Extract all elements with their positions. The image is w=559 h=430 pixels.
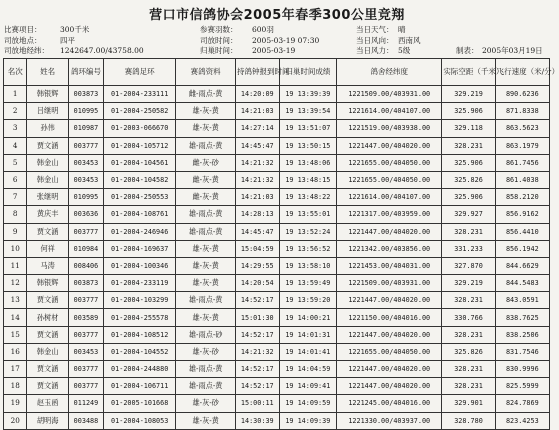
cell-return-time: 19 13:48:06 (279, 154, 336, 171)
cell-return-time: 19 13:39:54 (279, 103, 336, 120)
cell-bird-info: 雌-灰-黄 (176, 171, 236, 188)
cell-distance: 328.780 (442, 412, 495, 429)
cell-rank: 4 (4, 137, 27, 154)
table-row (4, 189, 550, 206)
cell-ring-no: 003636 (68, 206, 103, 223)
cell-return-time: 19 14:00:21 (279, 309, 336, 326)
cell-distance: 325.906 (442, 189, 495, 206)
cell-speed: 843.0591 (495, 292, 549, 309)
header-name: 姓名 (27, 59, 69, 86)
entries-label: 参赛羽数： (200, 25, 238, 34)
cell-ring-no: 003777 (68, 137, 103, 154)
cell-clock-time: 14:28:13 (235, 206, 279, 223)
cell-ring-no: 003777 (68, 292, 103, 309)
cell-distance: 329.901 (442, 395, 495, 412)
cell-distance: 328.231 (442, 361, 495, 378)
cell-foot-ring: 01-2004-108053 (104, 412, 176, 429)
table-row (4, 103, 550, 120)
cell-rank: 10 (4, 240, 27, 257)
cell-clock-time: 15:04:59 (235, 240, 279, 257)
project-value: 300千米 (60, 25, 90, 34)
cell-foot-ring: 01-2004-169637 (104, 240, 176, 257)
cell-clock-time: 14:27:14 (235, 120, 279, 137)
cell-bird-info: 雄-灰-黄 (176, 120, 236, 137)
cell-loft-coord: 1221342.00/403856.00 (337, 240, 442, 257)
header-rank: 名次 (4, 59, 27, 86)
cell-loft-coord: 1221317.00/403959.00 (337, 206, 442, 223)
table-row (4, 120, 550, 137)
cell-speed: 856.9162 (495, 206, 549, 223)
cell-rank: 6 (4, 171, 27, 188)
cell-foot-ring: 01-2004-106711 (104, 378, 176, 395)
cell-name: 贾文涵 (27, 326, 69, 343)
cell-distance: 325.906 (442, 103, 495, 120)
cell-foot-ring: 01-2004-108512 (104, 326, 176, 343)
cell-foot-ring: 01-2004-105712 (104, 137, 176, 154)
cell-clock-time: 15:00:11 (235, 395, 279, 412)
cell-return-time: 19 13:58:10 (279, 257, 336, 274)
cell-name: 贾文涵 (27, 223, 69, 240)
results-table (3, 58, 559, 430)
cell-clock-time: 14:45:47 (235, 223, 279, 240)
cell-loft-coord: 1221447.00/404020.00 (337, 378, 442, 395)
cell-rank: 16 (4, 343, 27, 360)
cell-speed: 844.5483 (495, 275, 549, 292)
cell-return-time: 19 13:51:07 (279, 120, 336, 137)
cell-clock-time: 14:30:39 (235, 412, 279, 429)
weather-value: 晴 (398, 25, 406, 34)
cell-clock-time: 14:21:32 (235, 343, 279, 360)
cell-distance: 325.906 (442, 154, 495, 171)
table-row (4, 326, 550, 343)
cell-rank: 7 (4, 189, 27, 206)
cell-name: 韩金山 (27, 154, 69, 171)
cell-return-time: 19 13:39:39 (279, 86, 336, 103)
cell-bird-info: 雄-灰-黄 (176, 240, 236, 257)
cell-speed: 838.7625 (495, 309, 549, 326)
cell-loft-coord: 1221447.00/404020.00 (337, 223, 442, 240)
cell-rank: 1 (4, 86, 27, 103)
cell-return-time: 19 14:01:41 (279, 343, 336, 360)
cell-loft-coord: 1221655.00/404050.00 (337, 343, 442, 360)
header-foot-ring: 赛鸽足环 (104, 59, 176, 86)
header-speed: 飞行速度（米/分） (495, 59, 549, 86)
cell-distance: 328.231 (442, 137, 495, 154)
cell-ring-no: 010995 (68, 103, 103, 120)
release-time-label: 司放时间： (200, 35, 238, 45)
table-row (4, 292, 550, 309)
cell-clock-time: 14:52:17 (235, 292, 279, 309)
cell-speed: 838.2506 (495, 326, 549, 343)
cell-name: 孙树材 (27, 309, 69, 326)
cell-name: 胡明海 (27, 412, 69, 429)
cell-clock-time: 14:52:17 (235, 378, 279, 395)
cell-ring-no: 003488 (68, 412, 103, 429)
cell-loft-coord: 1221614.00/404107.00 (337, 103, 442, 120)
cell-return-time: 19 14:09:59 (279, 395, 336, 412)
cell-return-time: 19 14:01:31 (279, 326, 336, 343)
cell-speed: 871.8338 (495, 103, 549, 120)
cell-loft-coord: 1221509.00/403931.00 (337, 86, 442, 103)
cell-foot-ring: 01-2004-233111 (104, 86, 176, 103)
cell-name: 韩银辉 (27, 275, 69, 292)
cell-speed: 830.9996 (495, 361, 549, 378)
cell-bird-info: 雄-雨点-黄 (176, 292, 236, 309)
cell-name: 贾文涵 (27, 137, 69, 154)
cell-speed: 858.2120 (495, 189, 549, 206)
cell-ring-no: 003453 (68, 171, 103, 188)
cell-speed: 824.7869 (495, 395, 549, 412)
cell-clock-time: 14:45:47 (235, 137, 279, 154)
cell-distance: 328.231 (442, 292, 495, 309)
cell-rank: 12 (4, 275, 27, 292)
cell-name: 韩金山 (27, 343, 69, 360)
release-place-label: 司放地点： (4, 35, 42, 45)
cell-name: 韩银辉 (27, 86, 69, 103)
cell-speed: 844.6629 (495, 257, 549, 274)
cell-return-time: 19 13:55:01 (279, 206, 336, 223)
table-row (4, 378, 550, 395)
header-row (4, 59, 550, 86)
cell-bird-info: 雄-灰-黄 (176, 275, 236, 292)
cell-rank: 17 (4, 361, 27, 378)
cell-loft-coord: 1221447.00/404020.00 (337, 292, 442, 309)
cell-distance: 325.826 (442, 171, 495, 188)
cell-rank: 19 (4, 395, 27, 412)
header-loft-coord: 鸽舍经纬度 (337, 59, 442, 86)
cell-foot-ring: 01-2004-100346 (104, 257, 176, 274)
cell-rank: 2 (4, 103, 27, 120)
header-clock-time: 持鸽钟报到时间 (235, 59, 279, 86)
cell-foot-ring: 01-2005-101668 (104, 395, 176, 412)
table-row (4, 171, 550, 188)
cell-return-time: 19 13:50:15 (279, 137, 336, 154)
cell-speed: 856.1942 (495, 240, 549, 257)
cell-clock-time: 14:21:03 (235, 103, 279, 120)
cell-foot-ring: 01-2004-255578 (104, 309, 176, 326)
table-row (4, 86, 550, 103)
header-ring-no: 鸽环编号 (68, 59, 103, 86)
cell-bird-info: 雄-雨点-黄 (176, 206, 236, 223)
cell-return-time: 19 13:56:52 (279, 240, 336, 257)
cell-speed: 825.5999 (495, 378, 549, 395)
cell-rank: 11 (4, 257, 27, 274)
table-row (4, 137, 550, 154)
cell-clock-time: 15:01:30 (235, 309, 279, 326)
cell-rank: 15 (4, 326, 27, 343)
cell-loft-coord: 1221614.00/404107.00 (337, 189, 442, 206)
page-title: 营口市信鸽协会2005年春季300公里竞翔 (149, 8, 405, 23)
wind-force-label: 当日风力： (356, 46, 394, 55)
release-coord-value: 1242647.00/43758.00 (60, 46, 144, 55)
cell-distance: 328.231 (442, 223, 495, 240)
cell-loft-coord: 1221453.00/404031.00 (337, 257, 442, 274)
cell-foot-ring: 01-2004-233119 (104, 275, 176, 292)
cell-bird-info: 雌-灰-黄 (176, 189, 236, 206)
cell-loft-coord: 1221655.00/404050.00 (337, 154, 442, 171)
cell-rank: 13 (4, 292, 27, 309)
cell-speed: 863.1979 (495, 137, 549, 154)
cell-foot-ring: 01-2004-244880 (104, 361, 176, 378)
return-time-label: 归巢时间： (200, 46, 238, 55)
table-row (4, 275, 550, 292)
results-body (4, 86, 550, 430)
table-row (4, 154, 550, 171)
wind-dir-value: 西南风 (398, 35, 421, 45)
table-row (4, 412, 550, 429)
cell-bird-info: 雌-雨点-黄 (176, 86, 236, 103)
cell-bird-info: 雄-雨点-黄 (176, 223, 236, 240)
cell-foot-ring: 01-2004-250582 (104, 103, 176, 120)
cell-return-time: 19 14:04:59 (279, 361, 336, 378)
cell-foot-ring: 01-2004-104561 (104, 154, 176, 171)
cell-return-time: 19 13:59:20 (279, 292, 336, 309)
cell-ring-no: 003777 (68, 326, 103, 343)
cell-clock-time: 14:20:54 (235, 275, 279, 292)
cell-ring-no: 010987 (68, 120, 103, 137)
cell-ring-no: 003777 (68, 223, 103, 240)
header-distance: 实际空距（千米） (442, 59, 495, 86)
cell-distance: 329.118 (442, 120, 495, 137)
cell-bird-info: 雄-雨点-黄 (176, 361, 236, 378)
release-coord-label: 司放地经纬： (4, 46, 49, 55)
weather-label: 当日天气： (356, 25, 394, 34)
cell-bird-info: 雄-雨点-黄 (176, 378, 236, 395)
cell-clock-time: 14:29:55 (235, 257, 279, 274)
cell-name: 赵玉函 (27, 395, 69, 412)
table-row (4, 309, 550, 326)
table-row (4, 395, 550, 412)
wind-force-value: 5级 (398, 46, 411, 55)
cell-name: 黄庆丰 (27, 206, 69, 223)
cell-return-time: 19 13:59:49 (279, 275, 336, 292)
header-bird-info: 赛鸽资料 (176, 59, 236, 86)
cell-name: 贾文涵 (27, 378, 69, 395)
cell-loft-coord: 1221330.00/403937.00 (337, 412, 442, 429)
table-row (4, 240, 550, 257)
cell-bird-info: 雄-灰-黄 (176, 103, 236, 120)
cell-speed: 861.4038 (495, 171, 549, 188)
cell-rank: 14 (4, 309, 27, 326)
table-row (4, 206, 550, 223)
cell-loft-coord: 1221150.00/404016.00 (337, 309, 442, 326)
cell-rank: 8 (4, 206, 27, 223)
cell-bird-info: 雄-灰-砂 (176, 343, 236, 360)
cell-distance: 329.927 (442, 206, 495, 223)
cell-distance: 328.231 (442, 378, 495, 395)
cell-ring-no: 011249 (68, 395, 103, 412)
cell-name: 贾文涵 (27, 361, 69, 378)
cell-foot-ring: 01-2004-250553 (104, 189, 176, 206)
made-value: 2005年03月19日 (482, 46, 543, 55)
cell-loft-coord: 1221447.00/404020.00 (337, 361, 442, 378)
cell-ring-no: 010984 (68, 240, 103, 257)
wind-dir-label: 当日风向： (356, 35, 394, 45)
race-info (4, 25, 552, 57)
cell-name: 孙伟 (27, 120, 69, 137)
cell-clock-time: 14:20:09 (235, 86, 279, 103)
cell-distance: 328.231 (442, 326, 495, 343)
cell-name: 吕继明 (27, 103, 69, 120)
cell-ring-no: 008406 (68, 257, 103, 274)
cell-foot-ring: 01-2004-103299 (104, 292, 176, 309)
cell-loft-coord: 1221245.00/404016.00 (337, 395, 442, 412)
cell-clock-time: 14:21:32 (235, 154, 279, 171)
cell-distance: 327.870 (442, 257, 495, 274)
cell-ring-no: 010995 (68, 189, 103, 206)
header-return-time: 归巢时间成绩 (279, 59, 336, 86)
release-time-value: 2005-03-19 07:30 (252, 35, 320, 45)
cell-return-time: 19 14:09:39 (279, 412, 336, 429)
cell-speed: 861.7456 (495, 154, 549, 171)
cell-clock-time: 14:21:03 (235, 189, 279, 206)
cell-speed: 823.4253 (495, 412, 549, 429)
cell-foot-ring: 01-2004-104582 (104, 171, 176, 188)
cell-distance: 330.766 (442, 309, 495, 326)
entries-value: 600羽 (252, 25, 274, 34)
return-time-value: 2005-03-19 (252, 46, 296, 55)
cell-return-time: 19 13:48:15 (279, 171, 336, 188)
made-label: 制表： (456, 46, 479, 55)
cell-name: 张继明 (27, 189, 69, 206)
cell-speed: 863.5623 (495, 120, 549, 137)
cell-loft-coord: 1221447.00/404020.00 (337, 326, 442, 343)
cell-loft-coord: 1221509.00/403931.00 (337, 275, 442, 292)
table-row (4, 257, 550, 274)
cell-speed: 890.6236 (495, 86, 549, 103)
cell-distance: 325.826 (442, 343, 495, 360)
cell-clock-time: 14:21:32 (235, 171, 279, 188)
cell-foot-ring: 01-2004-108761 (104, 206, 176, 223)
cell-foot-ring: 01-2004-104552 (104, 343, 176, 360)
cell-loft-coord: 1221655.00/404050.00 (337, 171, 442, 188)
table-row (4, 361, 550, 378)
cell-distance: 329.219 (442, 275, 495, 292)
cell-speed: 856.4410 (495, 223, 549, 240)
table-row (4, 343, 550, 360)
cell-ring-no: 003777 (68, 361, 103, 378)
cell-loft-coord: 1221447.00/404020.00 (337, 137, 442, 154)
cell-bird-info: 雄-雨点-砂 (176, 326, 236, 343)
cell-name: 马涛 (27, 257, 69, 274)
cell-rank: 5 (4, 154, 27, 171)
cell-bird-info: 雄-灰-黄 (176, 412, 236, 429)
cell-ring-no: 003777 (68, 378, 103, 395)
cell-bird-info: 雄-灰-砂 (176, 395, 236, 412)
cell-return-time: 19 13:52:24 (279, 223, 336, 240)
cell-clock-time: 14:52:17 (235, 326, 279, 343)
cell-loft-coord: 1221519.00/403938.00 (337, 120, 442, 137)
cell-distance: 329.219 (442, 86, 495, 103)
table-row (4, 223, 550, 240)
cell-rank: 18 (4, 378, 27, 395)
cell-bird-info: 雌-灰-砂 (176, 154, 236, 171)
project-label: 比赛项目： (4, 25, 42, 34)
cell-bird-info: 雄-雨点-黄 (176, 137, 236, 154)
cell-bird-info: 雄-灰-黄 (176, 309, 236, 326)
cell-bird-info: 雄-灰-黄 (176, 257, 236, 274)
cell-return-time: 19 14:09:41 (279, 378, 336, 395)
release-place-value: 四平 (60, 35, 75, 45)
cell-name: 何祥 (27, 240, 69, 257)
cell-rank: 3 (4, 120, 27, 137)
cell-foot-ring: 01-2004-246946 (104, 223, 176, 240)
cell-ring-no: 003453 (68, 343, 103, 360)
cell-ring-no: 003873 (68, 275, 103, 292)
cell-rank: 9 (4, 223, 27, 240)
cell-name: 贾文涵 (27, 292, 69, 309)
cell-name: 韩金山 (27, 171, 69, 188)
cell-ring-no: 003453 (68, 154, 103, 171)
cell-foot-ring: 01-2003-066670 (104, 120, 176, 137)
cell-distance: 331.233 (442, 240, 495, 257)
cell-clock-time: 14:52:17 (235, 361, 279, 378)
cell-speed: 831.7546 (495, 343, 549, 360)
cell-rank: 20 (4, 412, 27, 429)
cell-return-time: 19 13:48:22 (279, 189, 336, 206)
cell-ring-no: 003589 (68, 309, 103, 326)
cell-ring-no: 003873 (68, 86, 103, 103)
